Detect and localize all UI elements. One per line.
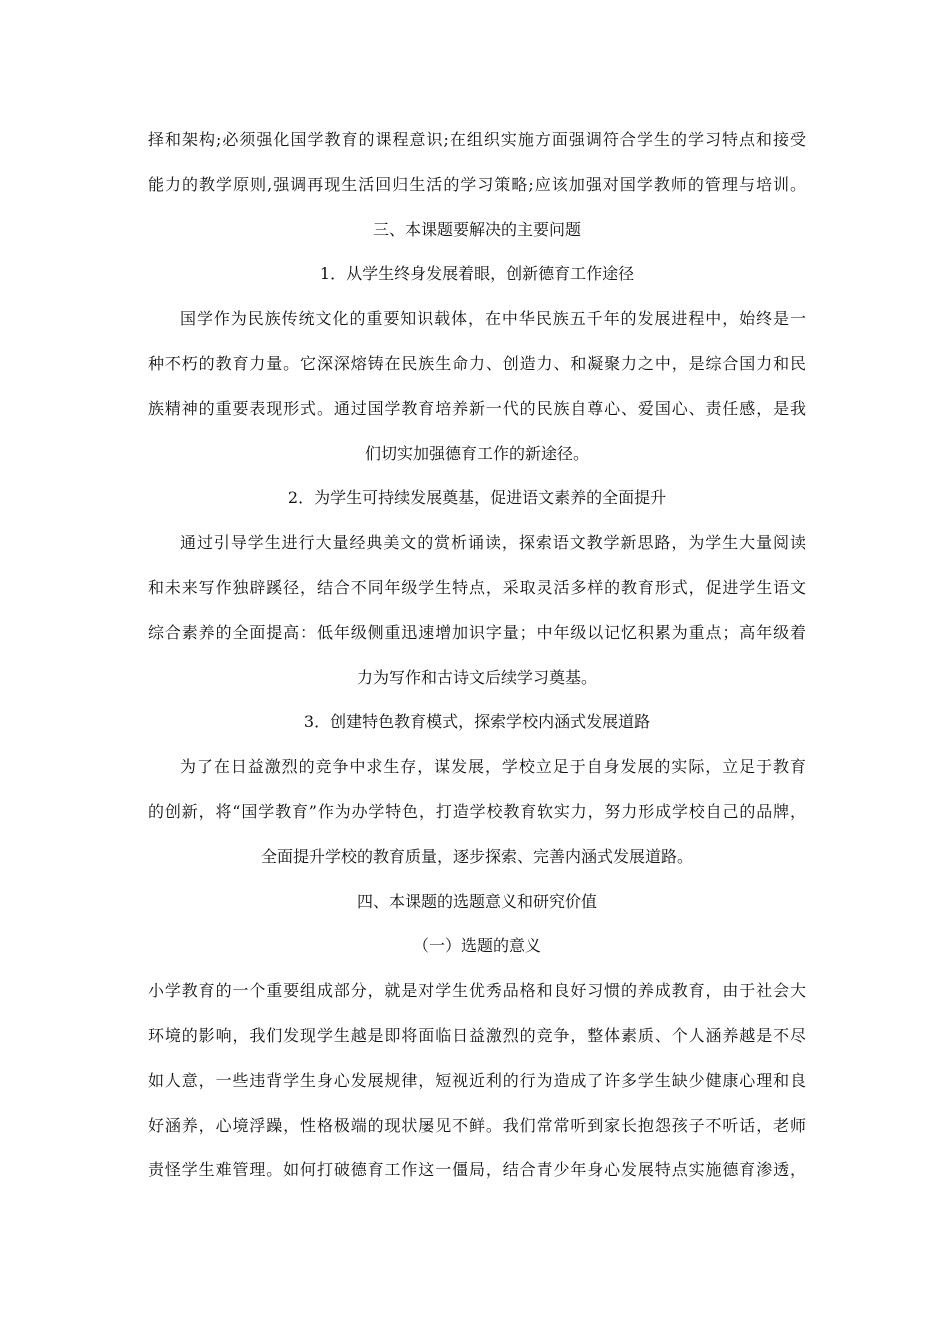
paragraph-line: 通过引导学生进行大量经典美文的赏析诵读，探索语文教学新思路，为学生大量阅读 bbox=[180, 533, 806, 553]
paragraph-line: 全面提升学校的教育质量，逐步探索、完善内涵式发展道路。 bbox=[260, 846, 693, 866]
paragraph-line: 国学作为民族传统文化的重要知识载体，在中华民族五千年的发展进程中，始终是一 bbox=[180, 309, 806, 329]
paragraph-line: 小学教育的一个重要组成部分，就是对学生优秀品格和良好习惯的养成教育，由于社会大 bbox=[148, 981, 806, 1001]
paragraph-line: 责怪学生难管理。如何打破德育工作这一僵局，结合青少年身心发展特点实施德育渗透， bbox=[148, 1160, 806, 1180]
paragraph-line: 环境的影响，我们发现学生越是即将面临日益激烈的竞争，整体素质、个人涵养越是不尽 bbox=[148, 1025, 806, 1045]
paragraph-line: 择和架构;必须强化国学教育的课程意识;在组织实施方面强调符合学生的学习特点和接受 bbox=[148, 130, 806, 149]
paragraph-line: 们切实加强德育工作的新途径。 bbox=[364, 443, 589, 463]
paragraph-line: 力为写作和古诗文后续学习奠基。 bbox=[356, 667, 597, 687]
paragraph-line: 好涵养，心境浮躁，性格极端的现状屡见不鲜。我们常常听到家长抱怨孩子不听话，老师 bbox=[148, 1115, 806, 1135]
subsection-heading: 1．从学生终身发展着眼，创新德育工作途径 bbox=[319, 264, 635, 284]
subsection-heading: 3．创建特色教育模式，探索学校内涵式发展道路 bbox=[303, 712, 651, 732]
paragraph-line: 和未来写作独辟蹊径，结合不同年级学生特点，采取灵活多样的教育形式，促进学生语文 bbox=[148, 577, 806, 597]
subsection-heading: （一）选题的意义 bbox=[412, 936, 541, 956]
section-heading: 四、本课题的选题意义和研究价值 bbox=[356, 891, 597, 911]
subsection-heading: 2．为学生可持续发展奠基，促进语文素养的全面提升 bbox=[287, 488, 667, 508]
paragraph-line: 如人意，一些违背学生身心发展规律，短视近利的行为造成了许多学生缺少健康心理和良 bbox=[148, 1070, 806, 1090]
paragraph-line: 种不朽的教育力量。它深深熔铸在民族生命力、创造力、和凝聚力之中，是综合国力和民 bbox=[148, 353, 806, 373]
paragraph-line: 能力的教学原则,强调再现生活回归生活的学习策略;应该加强对国学教师的管理与培训。 bbox=[148, 174, 806, 194]
paragraph-line: 族精神的重要表现形式。通过国学教育培养新一代的民族自尊心、爱国心、责任感，是我 bbox=[148, 398, 806, 418]
document-page bbox=[148, 118, 806, 1193]
section-heading: 三、本课题要解决的主要问题 bbox=[372, 219, 581, 239]
paragraph-line: 的创新，将“国学教育”作为办学特色，打造学校教育软实力，努力形成学校自己的品牌， bbox=[148, 801, 806, 821]
paragraph-line: 为了在日益激烈的竞争中求生存，谋发展，学校立足于自身发展的实际，立足于教育 bbox=[180, 757, 806, 777]
paragraph-line: 综合素养的全面提高：低年级侧重迅速增加识字量；中年级以记忆积累为重点；高年级着 bbox=[148, 622, 806, 642]
